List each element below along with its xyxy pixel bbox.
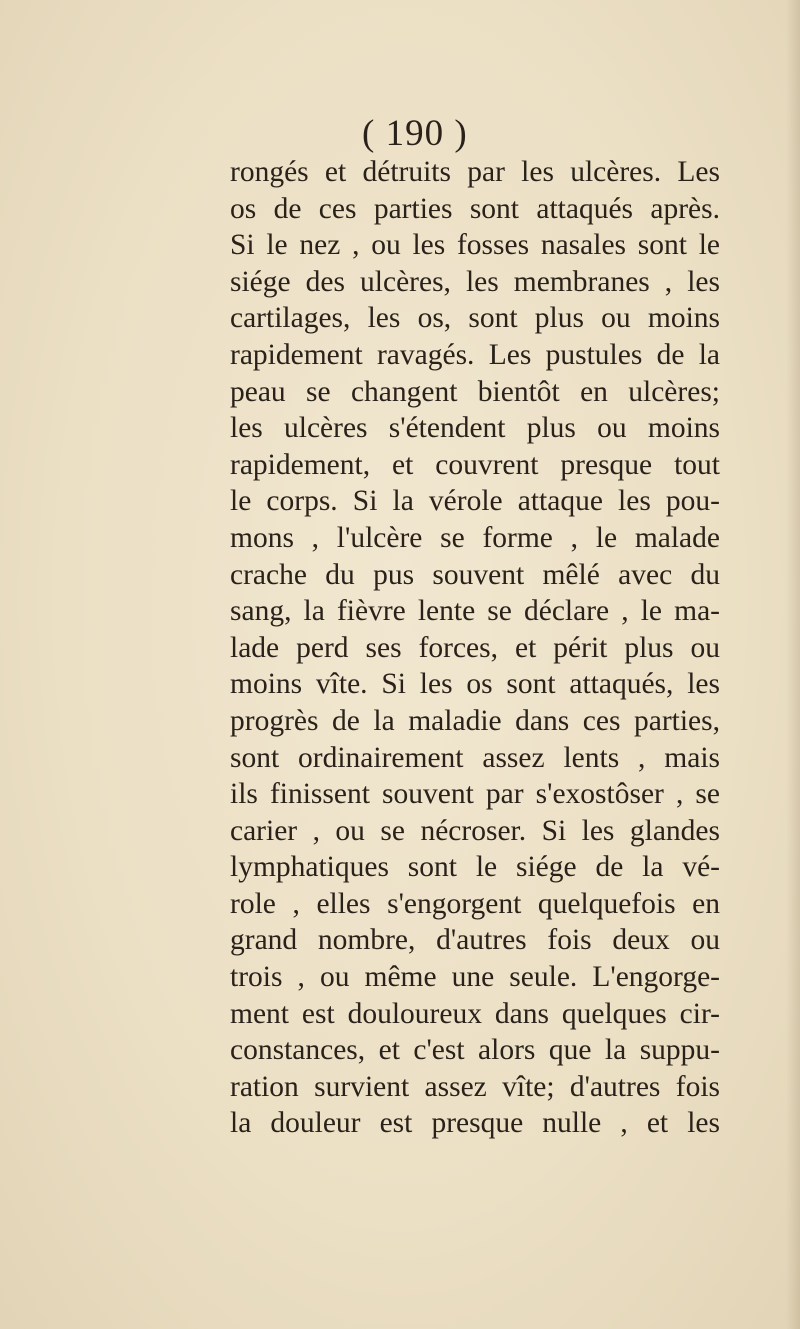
body-text bbox=[230, 154, 720, 1142]
text-line: le corps. Si la vérole attaque les pou- bbox=[230, 485, 720, 518]
text-line: Si le nez , ou les fosses nasales sont le bbox=[230, 229, 720, 262]
text-line: la douleur est presque nulle , et les bbox=[230, 1107, 720, 1140]
text-line: constances, et c'est alors que la suppu- bbox=[230, 1034, 720, 1067]
text-line: rapidement, et couvrent presque tout bbox=[230, 448, 720, 481]
page-edge-shadow bbox=[786, 0, 800, 1329]
text-line: ration survient assez vîte; d'autres fois bbox=[230, 1070, 720, 1103]
text-line: crache du pus souvent mêlé avec du bbox=[230, 558, 720, 591]
text-line: moins vîte. Si les os sont attaqués, les bbox=[230, 668, 720, 701]
text-line: os de ces parties sont attaqués après. bbox=[230, 192, 720, 225]
text-line: cartilages, les os, sont plus ou moins bbox=[230, 302, 720, 335]
text-line: les ulcères s'étendent plus ou moins bbox=[230, 412, 720, 445]
text-line: peau se changent bientôt en ulcères; bbox=[230, 375, 720, 408]
text-line: lymphatiques sont le siége de la vé- bbox=[230, 851, 720, 884]
text-line: ils finissent souvent par s'exostôser , se bbox=[230, 778, 720, 811]
text-line: ment est douloureux dans quelques cir- bbox=[230, 997, 720, 1030]
text-line: grand nombre, d'autres fois deux ou bbox=[230, 924, 720, 957]
page-number: ( 190 ) bbox=[362, 113, 468, 154]
text-line: carier , ou se nécroser. Si les glandes bbox=[230, 814, 720, 847]
text-line: progrès de la maladie dans ces parties, bbox=[230, 704, 720, 737]
text-line: lade perd ses forces, et périt plus ou bbox=[230, 631, 720, 664]
text-line: sang, la fièvre lente se déclare , le ma- bbox=[230, 595, 720, 628]
text-line: role , elles s'engorgent quelquefois en bbox=[230, 887, 720, 920]
text-line: siége des ulcères, les membranes , les bbox=[230, 265, 720, 298]
text-line: mons , l'ulcère se forme , le malade bbox=[230, 521, 720, 554]
text-line: sont ordinairement assez lents , mais bbox=[230, 741, 720, 774]
text-line: rapidement ravagés. Les pustules de la bbox=[230, 338, 720, 371]
text-line: trois , ou même une seule. L'engorge- bbox=[230, 961, 720, 994]
text-line: rongés et détruits par les ulcères. Les bbox=[230, 156, 720, 188]
